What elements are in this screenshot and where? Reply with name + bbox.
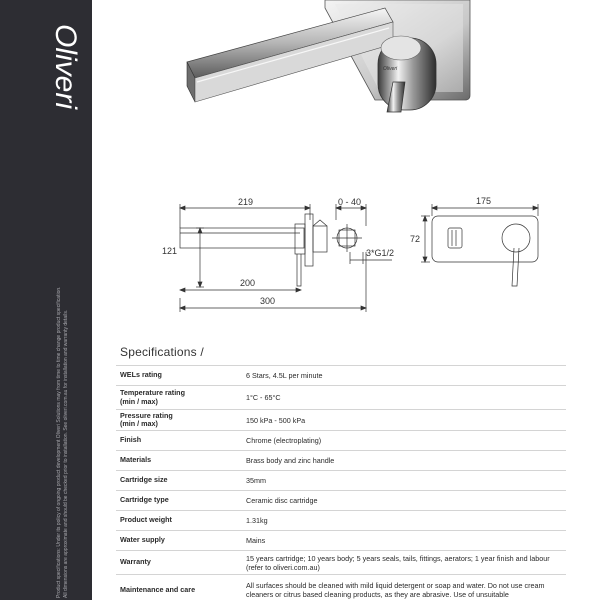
dim-219: 219 bbox=[238, 197, 254, 207]
disclaimer-line: All dimensions are approximate and should be checked prior to installation. See oliveri.com.au for installation and warranty details. bbox=[63, 309, 69, 598]
specifications-table bbox=[116, 365, 566, 605]
technical-drawing bbox=[160, 190, 560, 320]
spec-label: Cartridge type bbox=[116, 491, 242, 511]
dim-121: 121 bbox=[162, 246, 178, 256]
spec-value: All surfaces should be cleaned with mild liquid detergent or soap and water. Do not use cream cleaners or citrus based cleaning products, as they are abrasive. Use of unsuitable bbox=[242, 575, 566, 605]
spec-value: 1°C - 65°C bbox=[242, 386, 566, 410]
spec-row bbox=[116, 531, 566, 551]
dim-0-40: 0 - 40 bbox=[338, 197, 362, 207]
spec-value: 150 kPa - 500 kPa bbox=[242, 410, 566, 431]
spec-row bbox=[116, 410, 566, 431]
logo-wordmark: Oliveri bbox=[49, 24, 82, 110]
dim-200: 200 bbox=[240, 278, 256, 288]
spec-row bbox=[116, 575, 566, 605]
side-view bbox=[180, 204, 395, 312]
spec-value: 15 years cartridge; 10 years body; 5 years seals, tails, fittings, aerators; 1 year finish and labour (refer to oliveri.com.au) bbox=[242, 551, 566, 575]
dim-175: 175 bbox=[476, 196, 492, 206]
spec-row bbox=[116, 471, 566, 491]
disclaimer-line: Product specifications: Under its policy of ongoing product development Oliveri Solutions may from time to time change product specification. bbox=[56, 286, 62, 598]
spec-label: Maintenance and care bbox=[116, 575, 242, 605]
spec-label: Water supply bbox=[116, 531, 242, 551]
spec-row bbox=[116, 451, 566, 471]
spec-value: 6 Stars, 4.5L per minute bbox=[242, 366, 566, 386]
spec-label: Materials bbox=[116, 451, 242, 471]
dim-300: 300 bbox=[260, 296, 276, 306]
spec-row bbox=[116, 491, 566, 511]
spec-label: Temperature rating (min / max) bbox=[116, 386, 242, 410]
spec-label: WELs rating bbox=[116, 366, 242, 386]
brand-sidebar bbox=[0, 0, 92, 600]
spec-row bbox=[116, 366, 566, 386]
specifications-heading: Specifications / bbox=[120, 345, 204, 359]
spec-value: Chrome (electroplating) bbox=[242, 431, 566, 451]
spec-value: Mains bbox=[242, 531, 566, 551]
front-view bbox=[421, 204, 538, 286]
spec-value: Ceramic disc cartridge bbox=[242, 491, 566, 511]
spec-row bbox=[116, 386, 566, 410]
spec-row bbox=[116, 511, 566, 531]
dim-72: 72 bbox=[410, 234, 421, 244]
disclaimer-text bbox=[56, 258, 70, 598]
spec-label: Finish bbox=[116, 431, 242, 451]
spec-value: 35mm bbox=[242, 471, 566, 491]
spec-value: 1.31kg bbox=[242, 511, 566, 531]
spec-label: Pressure rating (min / max) bbox=[116, 410, 242, 431]
spec-label: Product weight bbox=[116, 511, 242, 531]
dim-thread: 3*G1/2 bbox=[366, 248, 395, 258]
spec-value: Brass body and zinc handle bbox=[242, 451, 566, 471]
spec-label: Cartridge size bbox=[116, 471, 242, 491]
mixer-body bbox=[378, 36, 436, 110]
spec-row bbox=[116, 431, 566, 451]
spec-label: Warranty bbox=[116, 551, 242, 575]
body-logo: Oliveri bbox=[383, 66, 398, 72]
spec-row bbox=[116, 551, 566, 575]
oliveri-logo bbox=[14, 20, 82, 140]
product-image bbox=[175, 0, 475, 110]
